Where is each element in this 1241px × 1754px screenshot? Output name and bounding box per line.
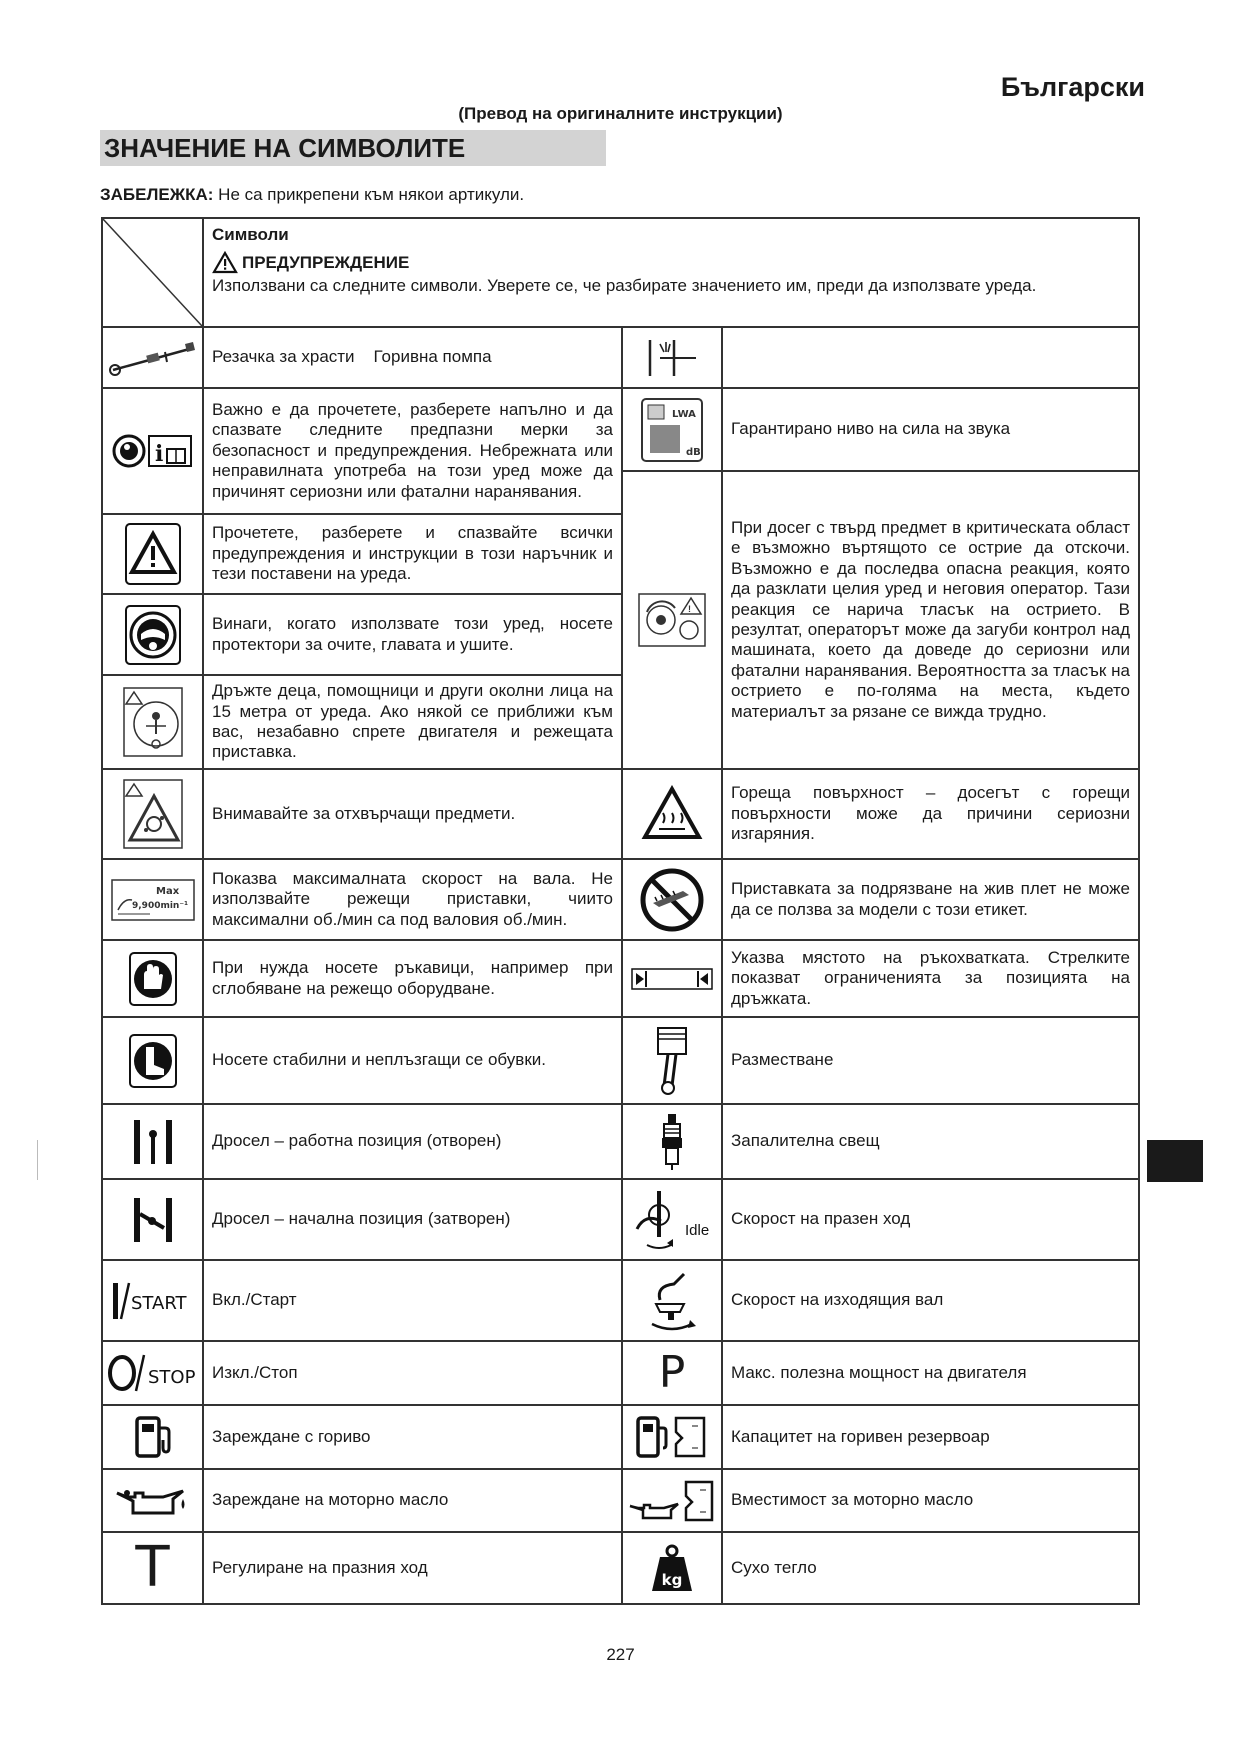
svg-text:!: !: [688, 604, 691, 614]
fuel-tank-capacity-icon: [622, 1405, 722, 1469]
symbols-heading: Символи: [212, 225, 289, 244]
power-symbol: P: [658, 1346, 686, 1398]
idle-label: Idle: [685, 1221, 710, 1239]
db-label: dB: [686, 446, 701, 458]
fuel-pump-icon: [622, 327, 722, 388]
no-hedge-attachment-icon: [622, 859, 722, 940]
brush-cutter-icon: [102, 327, 203, 388]
start-icon: [102, 1260, 203, 1341]
refuel-text: Зареждане с гориво: [203, 1405, 622, 1469]
table-header: [203, 218, 1139, 327]
displacement-icon: [622, 1017, 722, 1104]
start-text: Вкл./Старт: [203, 1260, 622, 1341]
weight-icon: [622, 1532, 722, 1604]
svg-text:i: i: [154, 441, 163, 467]
max-value: 9,900min⁻¹: [131, 900, 188, 911]
spark-plug-text: Запалителна свещ: [722, 1104, 1139, 1179]
max-label: Max: [155, 885, 179, 897]
section-title: ЗНАЧЕНИЕ НА СИМВОЛИТЕ: [100, 130, 606, 166]
symbols-table: [101, 217, 1140, 1605]
language-label: Български: [1000, 72, 1145, 102]
hot-surface-icon: [622, 769, 722, 859]
sound-power-icon: [622, 388, 722, 471]
stop-symbol: STOP: [147, 1367, 195, 1388]
kg-symbol: kg: [661, 1571, 683, 1589]
engine-oil-text: Зареждане на моторно масло: [203, 1469, 622, 1532]
intro-text: Използвани са следните символи. Уверете се, че разбирате значението им, преди да използвате уреда.: [212, 276, 1037, 296]
kickback-text: При досег с твърд предмет в критическата област е възможно въртящото се острие да отскочи. Възможно е да последва опасна реакция, която да разклати целия уред и неговия оператор. Тази реакция се нарича тласък на острието. В резултат, операторът може да загуби контрол над машината, което да доведе до сериозни или фатални наранявания. Вероятността за тласък на острието е по-голяма на места, където материалът за рязане се вижда трудно.: [722, 471, 1139, 769]
sound-power-text: Гарантирано ниво на сила на звука: [722, 388, 1139, 471]
kickback-icon: [622, 471, 722, 769]
idle-speed-text: Скорост на празен ход: [722, 1179, 1139, 1260]
brush-cutter-text: [203, 327, 622, 388]
spark-plug-icon: [622, 1104, 722, 1179]
fuel-tank-text: Капацитет на горивен резервоар: [722, 1405, 1139, 1469]
handle-position-text: Указва мястото на ръкохватката. Стрелките показват ограниченията за позицията на дръжката.: [722, 940, 1139, 1017]
side-line: [37, 1140, 38, 1180]
oil-capacity-text: Вместимост за моторно масло: [722, 1469, 1139, 1532]
idle-adjust-icon: [102, 1532, 203, 1604]
idle-speed-icon: [622, 1179, 722, 1260]
page-number: 227: [606, 1645, 635, 1664]
choke-open-text: Дросел – работна позиция (отворен): [203, 1104, 622, 1179]
protectors-text: Винаги, когато използвате този уред, носете протектори за очите, главата и ушите.: [203, 594, 622, 675]
fuel-pump-empty: [722, 327, 1139, 388]
head-protection-icon: [102, 594, 203, 675]
note-label: ЗАБЕЛЕЖКА:: [100, 185, 214, 204]
boots-icon: [102, 1017, 203, 1104]
subtitle: (Превод на оригиналните инструкции): [458, 104, 783, 123]
handle-position-icon: [622, 940, 722, 1017]
brush-cutter-label: Резачка за храсти: [212, 347, 355, 367]
hot-surface-text: Гореща повърхност – досегът с горещи повърхности може да причини сериозни изгаряния.: [722, 769, 1139, 859]
warning-triangle-icon: [212, 251, 238, 274]
note: [100, 185, 524, 205]
warning-heading: ПРЕДУПРЕЖДЕНИЕ: [242, 252, 410, 272]
stop-text: Изкл./Стоп: [203, 1341, 622, 1405]
idle-adjust-symbol: T: [135, 1535, 170, 1600]
flying-objects-text: Внимавайте за отхвърчащи предмети.: [203, 769, 622, 859]
side-tab: [1147, 1140, 1203, 1182]
dry-weight-text: Сухо тегло: [722, 1532, 1139, 1604]
diagonal-cell: [102, 218, 203, 327]
stop-icon: [102, 1341, 203, 1405]
gloves-text: При нужда носете ръкавици, например при сглобяване на режещо оборудване.: [203, 940, 622, 1017]
keep-distance-text: Дръжте деца, помощници и други околни лица на 15 метра от уреда. Ако някой се приближи към вас, незабавно спрете двигателя и режещата приставка.: [203, 675, 622, 769]
note-text: Не са прикрепени към някои артикули.: [213, 185, 525, 204]
oil-capacity-icon: [622, 1469, 722, 1532]
choke-closed-icon: [102, 1179, 203, 1260]
start-symbol: START: [130, 1292, 187, 1314]
read-manual-icon: [102, 388, 203, 514]
max-speed-icon: [102, 859, 203, 940]
flying-objects-icon: [102, 769, 203, 859]
read-warnings-text: Прочетете, разберете и спазвайте всички предупреждения и инструкции в този наръчник и тези поставени на уреда.: [203, 514, 622, 594]
lwa-label: LWA: [672, 408, 696, 420]
warning-sign-icon: [102, 514, 203, 594]
power-icon: [622, 1341, 722, 1405]
displacement-text: Разместване: [722, 1017, 1139, 1104]
idle-adjust-text: Регулиране на празния ход: [203, 1532, 622, 1604]
read-manual-text: Важно е да прочетете, разберете напълно и да спазвате следните предпазни мерки за безопасност и предупреждения. Небрежната или неправилната употреба на този уред може да причинят сериозни или фатални наранявания.: [203, 388, 622, 514]
engine-oil-icon: [102, 1469, 203, 1532]
gloves-icon: [102, 940, 203, 1017]
keep-distance-icon: [102, 675, 203, 769]
choke-closed-text: Дросел – начална позиция (затворен): [203, 1179, 622, 1260]
fuel-pump-label: Горивна помпа: [373, 347, 492, 367]
output-shaft-icon: [622, 1260, 722, 1341]
boots-text: Носете стабилни и неплъзгащи се обувки.: [203, 1017, 622, 1104]
hedge-attachment-text: Приставката за подрязване на жив плет не може да се ползва за модели с този етикет.: [722, 859, 1139, 940]
choke-open-icon: [102, 1104, 203, 1179]
max-power-text: Макс. полезна мощност на двигателя: [722, 1341, 1139, 1405]
refuel-icon: [102, 1405, 203, 1469]
output-shaft-text: Скорост на изходящия вал: [722, 1260, 1139, 1341]
max-speed-text: Показва максималната скорост на вала. Не използвайте режещи приставки, чиито максимални об./мин са под валовия об./мин.: [203, 859, 622, 940]
